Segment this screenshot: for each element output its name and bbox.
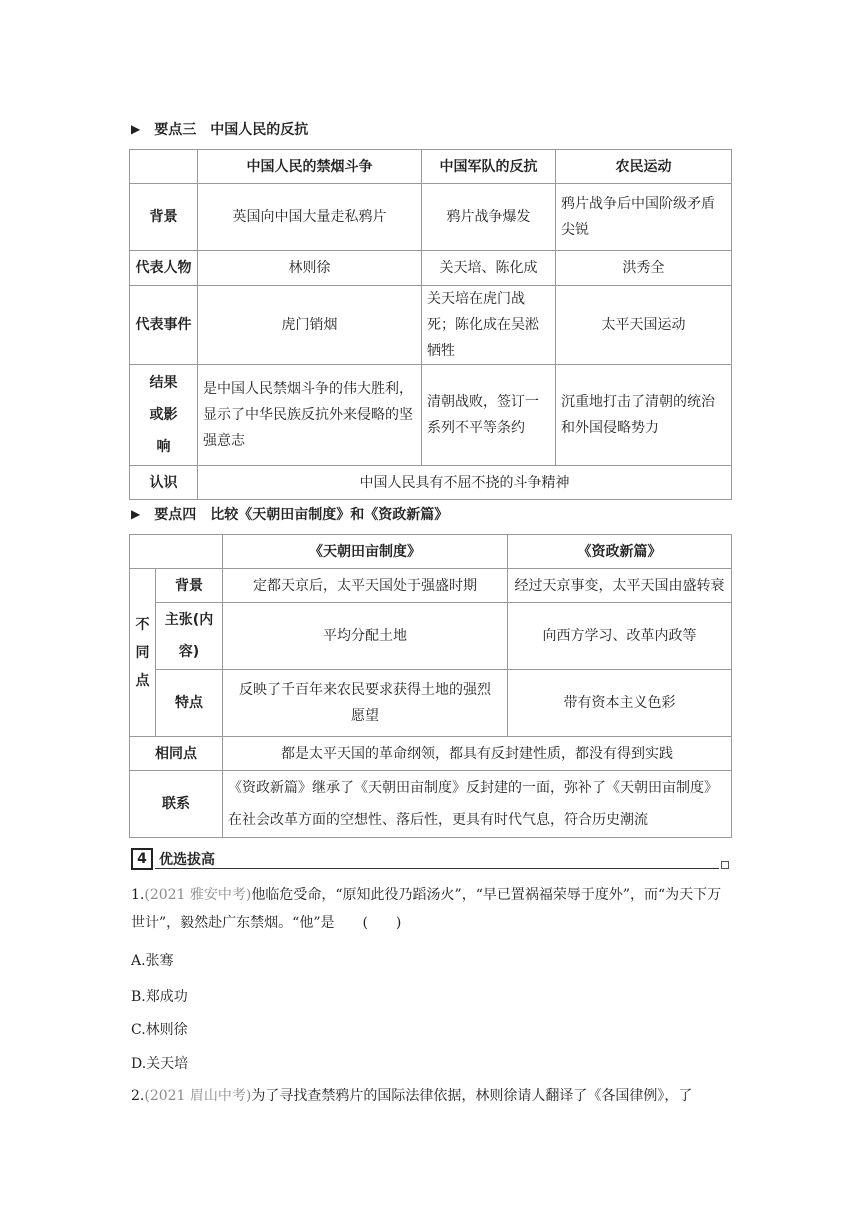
question-1 [131, 881, 731, 937]
row-label: 背景 [130, 184, 198, 251]
group-label: 不同点 [130, 569, 156, 737]
question-2 [131, 1082, 731, 1110]
question-source: (2021 眉山中考) [144, 1088, 252, 1104]
header-cell [130, 150, 198, 184]
table-cell: 鸦片战争爆发 [422, 184, 556, 251]
table-row [130, 670, 732, 737]
section-divider [155, 868, 719, 869]
row-label: 代表事件 [130, 286, 198, 365]
question-text: 他临危受命，“原知此役乃蹈汤火”，“早已置祸福荣辱于度外”，而“为天下万世计”，毅然赴广东禁烟。“他”是 ( ) [131, 887, 722, 931]
table-header-row [130, 535, 732, 569]
question-source: (2021 雅安中考) [144, 887, 252, 903]
table-cell: 鸦片战争后中国阶级矛盾尖锐 [556, 184, 732, 251]
triangle-marker-icon: ▶ [131, 507, 141, 521]
table-cell: 是中国人民禁烟斗争的伟大胜利，显示了中华民族反抗外来侵略的坚强意志 [198, 365, 422, 466]
row-label: 结果或影响 [130, 365, 198, 466]
table-header-row [130, 150, 732, 184]
row-label: 相同点 [130, 737, 223, 771]
table-cell: 虎门销烟 [198, 286, 422, 365]
table-cell: 关天培、陈化成 [422, 251, 556, 286]
table-row [130, 184, 732, 251]
table-cell: 太平天国运动 [556, 286, 732, 365]
question-number: 2. [131, 1088, 145, 1104]
table-cell: 都是太平天国的革命纲领，都具有反封建性质，都没有得到实践 [223, 737, 732, 771]
table-row [130, 251, 732, 286]
option-b[interactable]: B.郑成功 [131, 989, 188, 1005]
table-cell: 沉重地打击了清朝的统治和外国侵略势力 [556, 365, 732, 466]
row-label: 特点 [156, 670, 223, 737]
option-a[interactable]: A.张骞 [131, 953, 174, 969]
practice-section-header [131, 848, 731, 870]
header-cell [130, 535, 223, 569]
table-row [130, 286, 732, 365]
table-row [130, 569, 732, 603]
table-cell: 平均分配土地 [223, 603, 508, 670]
row-label: 联系 [130, 771, 223, 838]
section4-title: 要点四 比较《天朝田亩制度》和《资政新篇》 [154, 507, 449, 523]
table-cell: 经过天京事变，太平天国由盛转衰 [508, 569, 732, 603]
table-cell: 英国向中国大量走私鸦片 [198, 184, 422, 251]
table-cell: 带有资本主义色彩 [508, 670, 732, 737]
question-number: 1. [131, 887, 145, 903]
table-row [130, 365, 732, 466]
section4-heading [131, 504, 448, 524]
table-cell: 向西方学习、改革内政等 [508, 603, 732, 670]
section3-heading [131, 119, 308, 139]
practice-title: 优选拔高 [159, 852, 215, 868]
table-row [130, 466, 732, 500]
row-label: 主张(内容) [156, 603, 223, 670]
table-cell: 反映了千百年来农民要求获得土地的强烈愿望 [223, 670, 508, 737]
question-text: 为了寻找查禁鸦片的国际法律依据，林则徐请人翻译了《各国律例》，了 [251, 1088, 693, 1104]
option-d[interactable]: D.关天培 [131, 1056, 189, 1072]
table-cell: 《资政新篇》继承了《天朝田亩制度》反封建的一面，弥补了《天朝田亩制度》在社会改革方面的空想性、落后性，更具有时代气息，符合历史潮流 [223, 771, 732, 838]
triangle-marker-icon: ▶ [131, 122, 141, 136]
table-cell: 林则徐 [198, 251, 422, 286]
row-label: 代表人物 [130, 251, 198, 286]
header-cell: 《天朝田亩制度》 [223, 535, 508, 569]
table-cell: 洪秀全 [556, 251, 732, 286]
table-cell: 中国人民具有不屈不挠的斗争精神 [198, 466, 732, 500]
header-cell: 农民运动 [556, 150, 732, 184]
option-c[interactable]: C.林则徐 [131, 1022, 188, 1038]
section3-title: 要点三 中国人民的反抗 [154, 122, 309, 138]
square-marker-icon [721, 861, 729, 869]
table-row [130, 603, 732, 670]
table-row [130, 771, 732, 838]
table-cell: 关天培在虎门战死；陈化成在吴淞牺牲 [422, 286, 556, 365]
row-label: 背景 [156, 569, 223, 603]
header-cell: 中国人民的禁烟斗争 [198, 150, 422, 184]
table-cell: 定都天京后，太平天国处于强盛时期 [223, 569, 508, 603]
section-number-badge: 4 [131, 848, 153, 870]
row-label: 认识 [130, 466, 198, 500]
resistance-table [129, 149, 732, 500]
table-cell: 清朝战败，签订一系列不平等条约 [422, 365, 556, 466]
table-row [130, 737, 732, 771]
header-cell: 《资政新篇》 [508, 535, 732, 569]
header-cell: 中国军队的反抗 [422, 150, 556, 184]
comparison-table [129, 534, 732, 838]
